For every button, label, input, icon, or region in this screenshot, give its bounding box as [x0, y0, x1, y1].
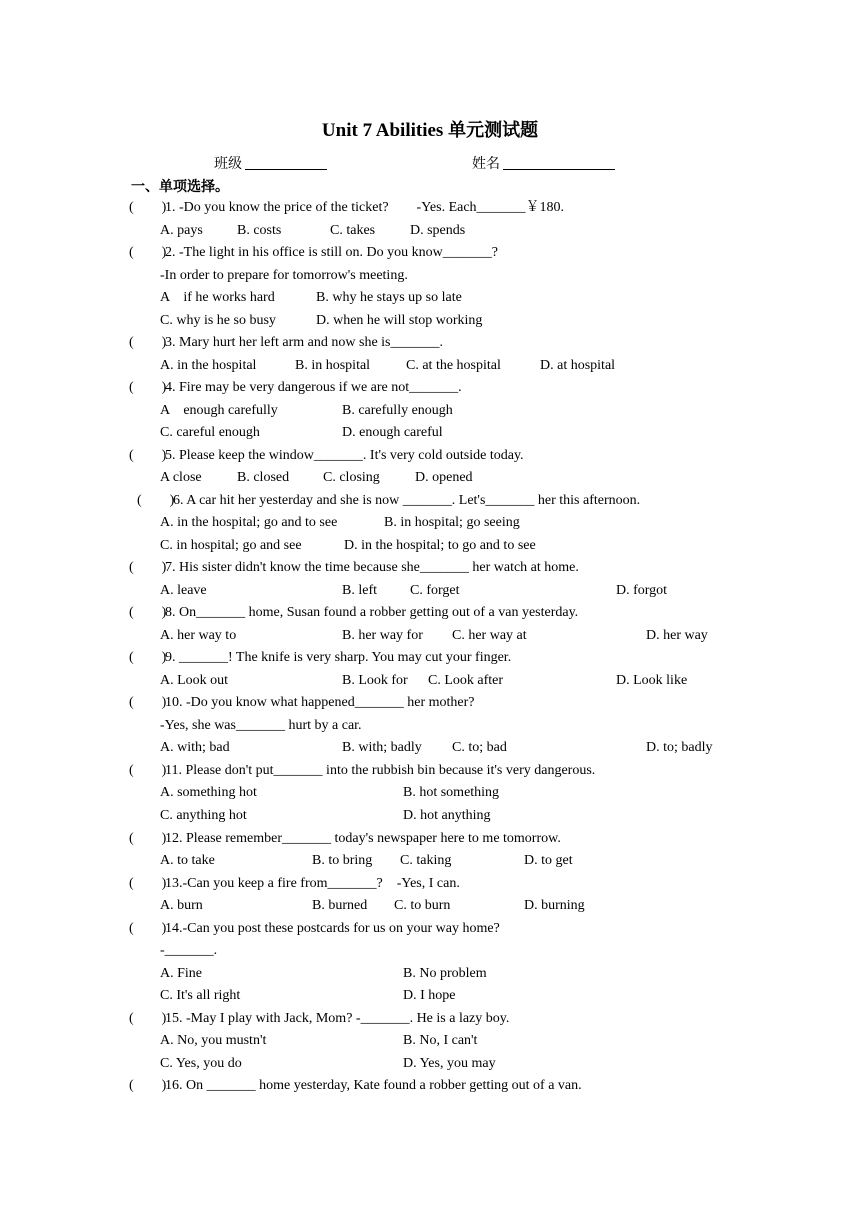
- question-1-options: [160, 221, 760, 241]
- option-a: A close: [160, 470, 202, 485]
- option-a: A. to take: [160, 853, 215, 868]
- question-8: [129, 603, 829, 623]
- answer-paren[interactable]: ( ): [129, 650, 167, 665]
- question-5-options: [160, 468, 760, 488]
- option-a: A. leave: [160, 583, 207, 598]
- option-c: C. takes: [330, 223, 376, 238]
- question-13-options: [160, 896, 760, 916]
- option-d: D. when he will stop working: [316, 313, 483, 328]
- option-d: D. Look like: [616, 673, 688, 688]
- option-b: B. burned: [312, 898, 368, 913]
- question-15-options-row-2: [160, 1054, 760, 1074]
- question-3: [129, 333, 829, 353]
- name-label: 姓名: [472, 156, 500, 172]
- question-2-reply: -In order to prepare for tomorrow's meeting.: [160, 268, 408, 283]
- answer-paren[interactable]: ( ): [129, 763, 167, 778]
- question-9-options: [160, 671, 760, 691]
- question-text: 14.-Can you post these postcards for us on your way home?: [165, 921, 500, 936]
- answer-paren[interactable]: ( ): [129, 380, 167, 395]
- name-blank[interactable]: [503, 169, 615, 170]
- question-7: [129, 558, 829, 578]
- question-8-options: [160, 626, 760, 646]
- option-b: B. costs: [237, 223, 282, 238]
- option-b: B. why he stays up so late: [316, 290, 462, 305]
- option-c: C. to burn: [394, 898, 451, 913]
- question-text: 5. Please keep the window_______. It's very cold outside today.: [165, 448, 524, 463]
- option-c: C. anything hot: [160, 808, 247, 823]
- option-a: A. her way to: [160, 628, 237, 643]
- option-a: A. No, you mustn't: [160, 1033, 267, 1048]
- question-6-options-row-2: [160, 536, 760, 556]
- option-c: C. closing: [323, 470, 380, 485]
- answer-paren[interactable]: ( ): [129, 448, 167, 463]
- answer-paren[interactable]: ( ): [129, 335, 167, 350]
- title-english: Unit 7 Abilities: [321, 120, 444, 141]
- answer-paren[interactable]: ( ): [129, 560, 167, 575]
- question-10: [129, 693, 829, 713]
- question-text: 4. Fire may be very dangerous if we are not_______.: [165, 380, 462, 395]
- question-6-options-row-1: [160, 513, 760, 533]
- question-6: [137, 491, 837, 511]
- option-d: D. to; badly: [646, 740, 713, 755]
- option-c: C. to; bad: [452, 740, 507, 755]
- option-c: C. Look after: [428, 673, 504, 688]
- question-11-options-row-1: [160, 783, 760, 803]
- option-a: A. in the hospital: [160, 358, 257, 373]
- option-a: A. burn: [160, 898, 203, 913]
- option-c: C. Yes, you do: [160, 1056, 242, 1071]
- answer-paren[interactable]: ( ): [129, 605, 167, 620]
- option-c: C. her way at: [452, 628, 527, 643]
- option-a: A. pays: [160, 223, 203, 238]
- option-b: B. with; badly: [342, 740, 422, 755]
- option-c: C. forget: [410, 583, 460, 598]
- question-4: [129, 378, 829, 398]
- class-blank[interactable]: [245, 169, 327, 170]
- question-5: [129, 446, 829, 466]
- option-b: B. to bring: [312, 853, 373, 868]
- option-a: A. something hot: [160, 785, 257, 800]
- question-text: 16. On _______ home yesterday, Kate found a robber getting out of a van.: [165, 1078, 582, 1093]
- option-b: B. No, I can't: [403, 1033, 478, 1048]
- question-text: 1. -Do you know the price of the ticket? -Yes. Each_______￥180.: [165, 200, 565, 215]
- question-12: [129, 829, 829, 849]
- option-c: C. taking: [400, 853, 452, 868]
- option-d: D. opened: [415, 470, 473, 485]
- option-d: D. her way: [646, 628, 708, 643]
- question-2-options-row-2: [160, 311, 760, 331]
- question-14-options-row-1: [160, 964, 760, 984]
- question-14-reply: -_______.: [160, 943, 218, 958]
- answer-paren[interactable]: ( ): [129, 831, 167, 846]
- option-a: A. Fine: [160, 966, 202, 981]
- option-c: C. careful enough: [160, 425, 260, 440]
- option-a: A. with; bad: [160, 740, 230, 755]
- title-chinese: 单元测试题: [448, 120, 539, 141]
- question-4-options-row-2: [160, 423, 760, 443]
- answer-paren[interactable]: ( ): [129, 921, 167, 936]
- option-b: B. carefully enough: [342, 403, 453, 418]
- question-text: 2. -The light in his office is still on. Do you know_______?: [165, 245, 498, 260]
- answer-paren[interactable]: ( ): [129, 695, 167, 710]
- option-b: B. closed: [237, 470, 290, 485]
- option-b: B. left: [342, 583, 377, 598]
- question-10-reply: -Yes, she was_______ hurt by a car.: [160, 718, 362, 733]
- option-b: B. Look for: [342, 673, 408, 688]
- option-d: D. spends: [410, 223, 466, 238]
- option-c: C. why is he so busy: [160, 313, 276, 328]
- answer-paren[interactable]: ( ): [129, 1078, 167, 1093]
- option-a: A. in the hospital; go and to see: [160, 515, 338, 530]
- answer-paren[interactable]: ( ): [129, 876, 167, 891]
- option-d: D. at hospital: [540, 358, 616, 373]
- option-d: D. forgot: [616, 583, 668, 598]
- question-14-options-row-2: [160, 986, 760, 1006]
- option-a: A enough carefully: [160, 403, 278, 418]
- class-label: 班级: [214, 156, 242, 172]
- question-text: 13.-Can you keep a fire from_______? -Yes, I can.: [165, 876, 460, 891]
- question-16: [129, 1076, 829, 1096]
- question-10-options: [160, 738, 760, 758]
- page-title: [0, 116, 860, 142]
- question-text: 7. His sister didn't know the time because she_______ her watch at home.: [165, 560, 579, 575]
- question-2-options-row-1: [160, 288, 760, 308]
- question-text: 6. A car hit her yesterday and she is now _______. Let's_______ her this afternoon.: [173, 493, 641, 508]
- option-d: D. in the hospital; to go and to see: [344, 538, 536, 553]
- option-d: D. burning: [524, 898, 585, 913]
- question-7-options: [160, 581, 760, 601]
- question-text: 10. -Do you know what happened_______ her mother?: [165, 695, 475, 710]
- question-2: [129, 243, 829, 263]
- option-a: A. Look out: [160, 673, 229, 688]
- option-d: D. enough careful: [342, 425, 443, 440]
- option-b: B. her way for: [342, 628, 423, 643]
- question-15: [129, 1009, 829, 1029]
- answer-paren[interactable]: ( ): [129, 245, 167, 260]
- question-text: 9. _______! The knife is very sharp. You may cut your finger.: [165, 650, 512, 665]
- question-1: [129, 198, 829, 218]
- option-b: B. No problem: [403, 966, 487, 981]
- option-a: A if he works hard: [160, 290, 275, 305]
- option-b: B. in hospital; go seeing: [384, 515, 520, 530]
- question-text: 8. On_______ home, Susan found a robber getting out of a van yesterday.: [165, 605, 579, 620]
- section-heading: 一、单项选择。: [131, 179, 229, 195]
- option-d: D. hot anything: [403, 808, 491, 823]
- student-info-row: [0, 153, 860, 175]
- option-d: D. to get: [524, 853, 573, 868]
- answer-paren[interactable]: ( ): [137, 493, 175, 508]
- question-15-options-row-1: [160, 1031, 760, 1051]
- question-11-options-row-2: [160, 806, 760, 826]
- option-c: C. in hospital; go and see: [160, 538, 302, 553]
- option-d: D. Yes, you may: [403, 1056, 496, 1071]
- question-text: 15. -May I play with Jack, Mom? -_______. He is a lazy boy.: [165, 1011, 510, 1026]
- question-text: 11. Please don't put_______ into the rubbish bin because it's very dangerous.: [165, 763, 596, 778]
- question-text: 3. Mary hurt her left arm and now she is_______.: [165, 335, 443, 350]
- question-9: [129, 648, 829, 668]
- question-12-options: [160, 851, 760, 871]
- answer-paren[interactable]: ( ): [129, 1011, 167, 1026]
- question-13: [129, 874, 829, 894]
- answer-paren[interactable]: ( ): [129, 200, 167, 215]
- option-c: C. at the hospital: [406, 358, 501, 373]
- question-4-options-row-1: [160, 401, 760, 421]
- question-text: 12. Please remember_______ today's newspaper here to me tomorrow.: [165, 831, 561, 846]
- option-d: D. I hope: [403, 988, 456, 1003]
- option-b: B. in hospital: [295, 358, 371, 373]
- option-c: C. It's all right: [160, 988, 241, 1003]
- question-11: [129, 761, 829, 781]
- question-14: [129, 919, 829, 939]
- option-b: B. hot something: [403, 785, 500, 800]
- question-3-options: [160, 356, 760, 376]
